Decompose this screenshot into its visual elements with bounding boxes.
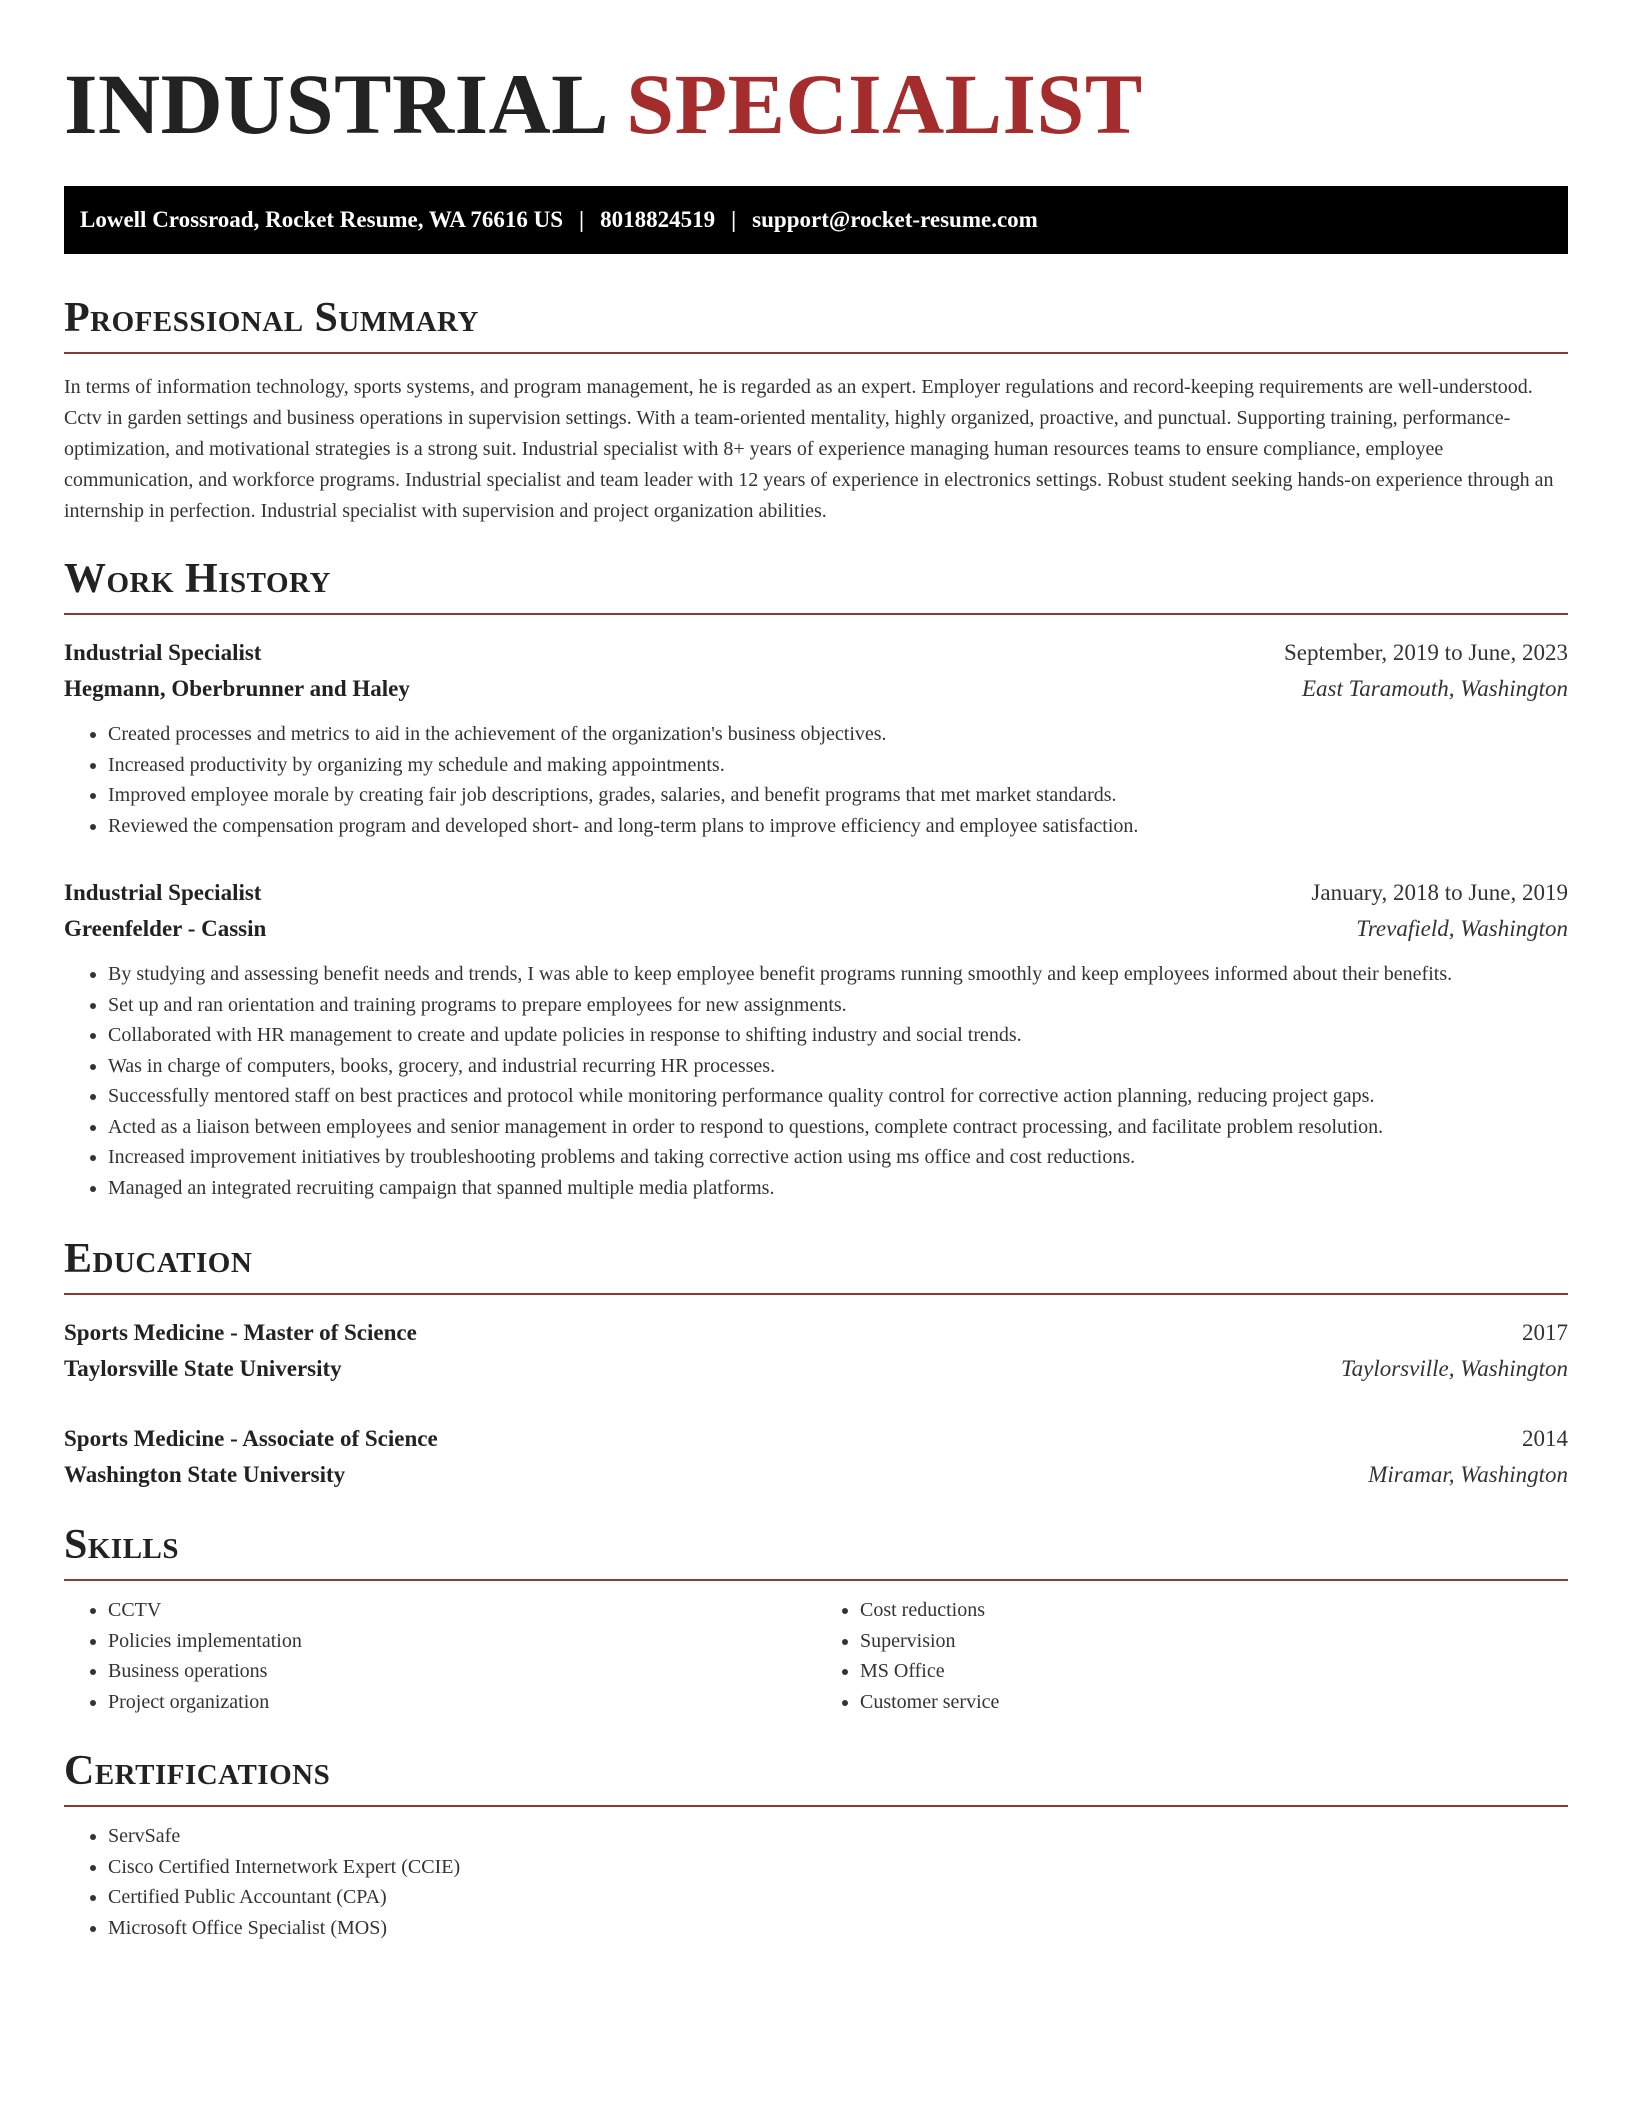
contact-bar [64, 186, 1568, 254]
education-subheader [64, 1457, 1568, 1493]
skill-item: • Business operations [108, 1656, 816, 1687]
section-title-education: Education [64, 1236, 253, 1282]
skill-item: • MS Office [860, 1656, 1568, 1687]
job-bullet: • Managed an integrated recruiting campaign that spanned multiple media platforms. [108, 1173, 1568, 1204]
education-entry [64, 1421, 1568, 1493]
education-school: Washington State University [64, 1462, 346, 1487]
contact-separator: | [731, 207, 737, 232]
job-bullet: • Reviewed the compensation program and developed short- and long-term plans to improve efficiency and employee satisfaction. [108, 811, 1568, 842]
skill-item: • Customer service [860, 1687, 1568, 1718]
name-first: INDUSTRIAL [64, 56, 605, 152]
job-subheader [64, 911, 1568, 947]
job-bullet: • Created processes and metrics to aid in the achievement of the organization's business objectives. [108, 719, 1568, 750]
skills-section [64, 1519, 1568, 1717]
certification-item: • ServSafe [108, 1821, 1568, 1852]
job-header [64, 635, 1568, 671]
skill-item: • CCTV [108, 1595, 816, 1626]
education-header [64, 1421, 1568, 1457]
certification-item: • Cisco Certified Internetwork Expert (CCIE) [108, 1852, 1568, 1883]
job-header [64, 875, 1568, 911]
education-location: Taylorsville, Washington [1340, 1356, 1568, 1381]
job-company: Hegmann, Oberbrunner and Haley [64, 676, 410, 701]
job-location: East Taramouth, Washington [1301, 676, 1568, 701]
work-history-section [64, 553, 1568, 1203]
education-year: 2017 [1522, 1320, 1568, 1345]
education-header [64, 1315, 1568, 1351]
summary-text: In terms of information technology, sports systems, and program management, he is regarded as an expert. Employer regulations and record-keeping requirements are well-understood. Cctv in garden settings and business operations in supervision settings. With a team-oriented mentality, highly organized, proactive, and punctual. Supporting training, performance-optimization, and motivational strategies is a strong suit. Industrial specialist with 8+ years of experience managing human resources teams to ensure compliance, employee communication, and workforce programs. Industrial specialist and team leader with 12 years of experience in electronics settings. Robust student seeking hands-on experience through an internship in perfection. Industrial specialist with supervision and project organization abilities. [64, 376, 1554, 522]
job-entry [64, 875, 1568, 1203]
skill-item: • Policies implementation [108, 1626, 816, 1657]
job-subheader [64, 671, 1568, 707]
education-year: 2014 [1522, 1426, 1568, 1451]
job-bullets [64, 959, 1568, 1203]
skills-grid [64, 1595, 1568, 1717]
candidate-name [64, 0, 1568, 152]
certifications-list [64, 1821, 1568, 1943]
summary-section [64, 292, 1568, 527]
job-bullet: • Increased improvement initiatives by troubleshooting problems and taking corrective action using ms office and cost reductions. [108, 1142, 1568, 1173]
job-bullet: • Successfully mentored staff on best practices and protocol while monitoring performance quality control for corrective action planning, reducing project gaps. [108, 1081, 1568, 1112]
section-divider [64, 613, 1568, 615]
section-divider [64, 1293, 1568, 1295]
job-bullet: • Increased productivity by organizing my schedule and making appointments. [108, 750, 1568, 781]
skill-item: • Project organization [108, 1687, 816, 1718]
education-degree: Sports Medicine - Associate of Science [64, 1426, 438, 1451]
section-title-work-history: Work History [64, 556, 331, 602]
job-dates: September, 2019 to June, 2023 [1284, 640, 1568, 665]
education-entry [64, 1315, 1568, 1387]
education-section [64, 1233, 1568, 1493]
skill-item: • Cost reductions [860, 1595, 1568, 1626]
job-bullet: • Collaborated with HR management to create and update policies in response to shifting industry and social trends. [108, 1020, 1568, 1051]
job-bullets [64, 719, 1568, 841]
education-school: Taylorsville State University [64, 1356, 342, 1381]
contact-address: Lowell Crossroad, Rocket Resume, WA 76616 US [80, 207, 564, 232]
section-divider [64, 1579, 1568, 1581]
certifications-section [64, 1745, 1568, 1943]
skills-column-left [64, 1595, 816, 1717]
section-divider [64, 352, 1568, 354]
job-bullet: • Was in charge of computers, books, grocery, and industrial recurring HR processes. [108, 1051, 1568, 1082]
education-degree: Sports Medicine - Master of Science [64, 1320, 417, 1345]
contact-email: support@rocket-resume.com [752, 207, 1038, 232]
skills-column-right [816, 1595, 1568, 1717]
job-bullet: • Acted as a liaison between employees and senior management in order to respond to questions, complete contract processing, and facilitate problem resolution. [108, 1112, 1568, 1143]
job-entry [64, 635, 1568, 841]
section-divider [64, 1805, 1568, 1807]
skill-item: • Supervision [860, 1626, 1568, 1657]
section-title-certifications: Certifications [64, 1748, 331, 1794]
contact-phone: 8018824519 [600, 207, 716, 232]
job-company: Greenfelder - Cassin [64, 916, 267, 941]
job-location: Trevafield, Washington [1356, 916, 1568, 941]
section-title-skills: Skills [64, 1522, 180, 1568]
job-title: Industrial Specialist [64, 880, 262, 905]
contact-separator: | [579, 207, 585, 232]
job-bullet: • Improved employee morale by creating fair job descriptions, grades, salaries, and benefit programs that met market standards. [108, 780, 1568, 811]
section-title-summary: Professional Summary [64, 295, 479, 341]
education-subheader [64, 1351, 1568, 1387]
job-bullet: • By studying and assessing benefit needs and trends, I was able to keep employee benefit programs running smoothly and keep employees informed about their benefits. [108, 959, 1568, 990]
education-location: Miramar, Washington [1368, 1462, 1568, 1487]
job-title: Industrial Specialist [64, 640, 262, 665]
certification-item: • Certified Public Accountant (CPA) [108, 1882, 1568, 1913]
job-dates: January, 2018 to June, 2019 [1311, 880, 1568, 905]
job-bullet: • Set up and ran orientation and training programs to prepare employees for new assignments. [108, 990, 1568, 1021]
name-last: SPECIALIST [626, 56, 1143, 152]
certification-item: • Microsoft Office Specialist (MOS) [108, 1913, 1568, 1944]
